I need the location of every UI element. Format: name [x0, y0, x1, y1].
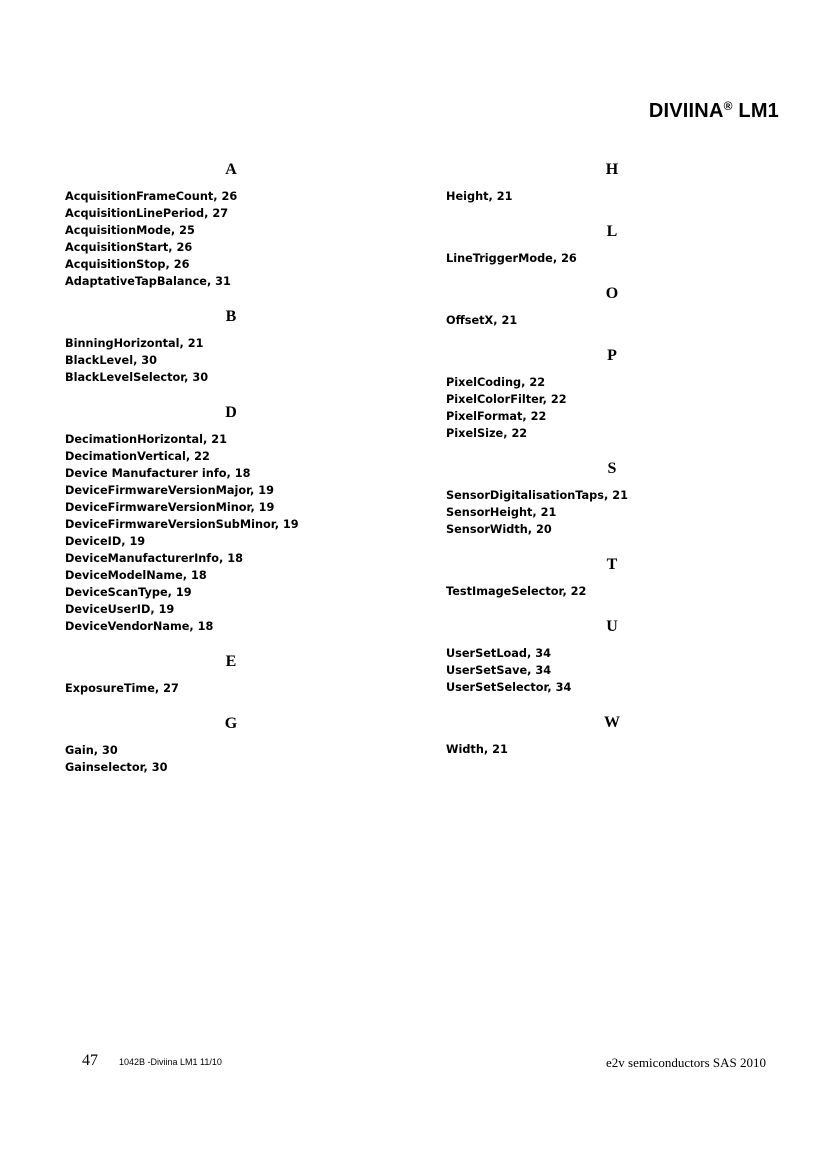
index-entry: SensorHeight, 21	[446, 506, 557, 519]
registered-mark: ®	[723, 99, 733, 113]
index-entry: PixelFormat, 22	[446, 410, 547, 423]
index-entry: PixelSize, 22	[446, 427, 528, 440]
index-section-letter: O	[605, 285, 619, 302]
index-entry: DeviceModelName, 18	[65, 569, 207, 582]
title-product-name: DIVIINA	[648, 100, 724, 122]
index-section	[446, 617, 778, 713]
index-entry-list	[65, 431, 397, 635]
index-section-letter: A	[225, 161, 237, 178]
index-entry: Height, 21	[446, 190, 513, 203]
index-section	[446, 284, 778, 346]
index-entry: SensorWidth, 20	[446, 523, 552, 536]
index-entry: DeviceUserID, 19	[65, 603, 175, 616]
index-entry: DeviceScanType, 19	[65, 586, 192, 599]
index-entry-list	[446, 645, 778, 696]
copyright-notice: e2v semiconductors SAS 2010	[606, 1055, 766, 1070]
index-section-letter: G	[224, 715, 238, 732]
index-entry-list	[446, 312, 778, 329]
index-section-letter: T	[606, 556, 618, 573]
index-entry: UserSetSave, 34	[446, 664, 552, 677]
index-entry-list	[446, 188, 778, 205]
index-entry: DeviceManufacturerInfo, 18	[65, 552, 243, 565]
index-section	[446, 713, 778, 758]
index-entry: OffsetX, 21	[446, 314, 518, 327]
index-entry: UserSetLoad, 34	[446, 647, 551, 660]
page-number: 47	[82, 1052, 98, 1069]
index-section-letter: U	[606, 618, 618, 635]
index-section	[446, 346, 778, 459]
index-section	[446, 555, 778, 617]
index-entry: LineTriggerMode, 26	[446, 252, 577, 265]
index-section	[65, 714, 397, 776]
index-entry: BlackLevel, 30	[65, 354, 158, 367]
index-section	[446, 222, 778, 284]
index-entry: UserSetSelector, 34	[446, 681, 572, 694]
index-column-right	[446, 160, 778, 758]
index-section-letter: H	[605, 161, 619, 178]
index-entry: AdaptativeTapBalance, 31	[65, 275, 231, 288]
document-title	[649, 100, 779, 123]
index-entry-list	[446, 250, 778, 267]
index-entry: BinningHorizontal, 21	[65, 337, 204, 350]
index-section	[446, 459, 778, 555]
index-entry-list	[65, 188, 397, 290]
index-entry: TestImageSelector, 22	[446, 585, 587, 598]
index-entry: DeviceFirmwareVersionSubMinor, 19	[65, 518, 299, 531]
index-entry: PixelCoding, 22	[446, 376, 546, 389]
index-entry-list	[446, 374, 778, 442]
index-section-letter: D	[225, 404, 237, 421]
index-section-letter: L	[606, 223, 618, 240]
index-entry: DeviceFirmwareVersionMinor, 19	[65, 501, 275, 514]
index-entry-list	[446, 741, 778, 758]
index-entry: DeviceID, 19	[65, 535, 146, 548]
index-entry-list	[65, 335, 397, 386]
index-entry: SensorDigitalisationTaps, 21	[446, 489, 628, 502]
index-section-letter: E	[225, 653, 237, 670]
index-entry-list	[65, 680, 397, 697]
index-section-letter: S	[607, 460, 617, 477]
index-entry: AcquisitionFrameCount, 26	[65, 190, 238, 203]
index-entry: BlackLevelSelector, 30	[65, 371, 209, 384]
index-section	[65, 307, 397, 403]
index-section-letter: W	[604, 714, 620, 731]
index-entry: AcquisitionLinePeriod, 27	[65, 207, 229, 220]
index-entry: ExposureTime, 27	[65, 682, 179, 695]
index-section	[65, 652, 397, 714]
index-section-letter: P	[607, 347, 617, 364]
index-entry: DeviceFirmwareVersionMajor, 19	[65, 484, 274, 497]
page-footer	[0, 1052, 826, 1074]
index-entry: Gain, 30	[65, 744, 118, 757]
index-entry: Device Manufacturer info, 18	[65, 467, 251, 480]
index-section	[65, 160, 397, 307]
index-entry-list	[446, 583, 778, 600]
index-entry: DecimationVertical, 22	[65, 450, 210, 463]
index-entry: AcquisitionStart, 26	[65, 241, 193, 254]
title-model: LM1	[732, 100, 779, 122]
index-entry: AcquisitionStop, 26	[65, 258, 190, 271]
index-entry: PixelColorFilter, 22	[446, 393, 567, 406]
index-entry: Gainselector, 30	[65, 761, 168, 774]
index-entry: AcquisitionMode, 25	[65, 224, 195, 237]
index-entry-list	[446, 487, 778, 538]
index-section-letter: B	[225, 308, 237, 325]
index-entry: DecimationHorizontal, 21	[65, 433, 227, 446]
index-column-left	[65, 160, 397, 776]
index-entry: DeviceVendorName, 18	[65, 620, 214, 633]
index-entry-list	[65, 742, 397, 776]
document-reference: 1042B -Diviina LM1 11/10	[119, 1057, 222, 1067]
index-section	[65, 403, 397, 652]
index-section	[446, 160, 778, 222]
index-entry: Width, 21	[446, 743, 508, 756]
